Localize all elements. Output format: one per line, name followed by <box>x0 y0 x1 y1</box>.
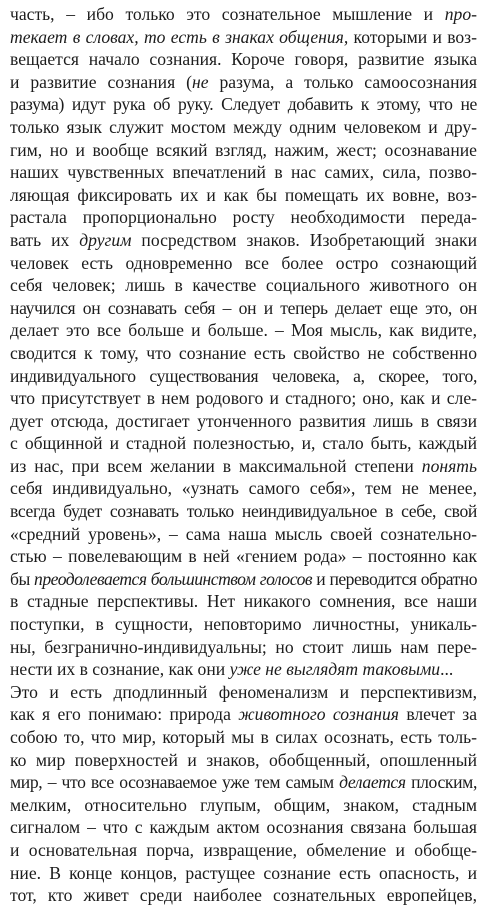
text-line <box>10 297 477 320</box>
text-run: ко мир поверхностей и знаков, обобщенный, опошленный <box>10 749 477 770</box>
italic-text: преодолевается большинством голосов <box>34 568 313 589</box>
text-run: поступки, в сущности, неповторимо личностны, уникаль- <box>10 614 477 635</box>
text-line <box>10 862 477 885</box>
text-run: гим, но и вообще всякий взгляд, нажим, жест; осознавание <box>10 139 477 160</box>
text-run: дует отсюда, достигает утонченного развития лишь в связи <box>10 410 477 431</box>
text-run: плоским, <box>405 772 478 793</box>
text-line <box>10 342 477 365</box>
text-run: разума) идут рука об руку. Следует добавить к этому, что не <box>10 94 477 115</box>
text-line <box>10 3 477 26</box>
text-run: ляющая фиксировать их и как бы помещать их вовне, воз- <box>10 184 477 205</box>
text-line <box>10 613 477 636</box>
text-run: бы <box>10 568 35 589</box>
text-line <box>10 726 477 749</box>
text-run: всегда будет сознавать только неиндивидуальное в себе, свой <box>10 501 477 522</box>
text-run: как я его понимаю: природа <box>10 704 239 725</box>
text-line <box>10 839 477 862</box>
text-line <box>10 500 477 523</box>
text-run: вещается начало сознания. Короче говоря, развитие языка <box>10 49 477 70</box>
text-line <box>10 206 477 229</box>
text-line <box>10 545 477 568</box>
italic-text: не <box>191 71 209 92</box>
text-line <box>10 116 477 139</box>
text-run: ние. В конце концов, растущее сознание есть опасность, и <box>10 862 477 883</box>
text-line <box>10 703 477 726</box>
text-run: научился он сознавать себя – он и теперь делает еще это, он <box>10 297 477 318</box>
text-line <box>10 681 477 704</box>
italic-text: текает в словах, то есть в знаках общения, <box>10 26 349 47</box>
italic-text: другим <box>79 229 132 250</box>
italic-text: про- <box>444 4 477 24</box>
text-run: себя индивидуально, «узнать самого себя», тем не менее, <box>10 478 477 499</box>
text-line <box>10 252 477 275</box>
text-run: стью – повелевающим в ней «гением рода» – постоянно как <box>10 546 477 567</box>
text-run: мир, – что все осознаваемое уже тем самым <box>10 772 340 793</box>
text-line <box>10 455 477 478</box>
text-run: что присутствует в нем родового и стадного; оно, как и сле- <box>10 388 477 409</box>
text-line <box>10 387 477 410</box>
text-line <box>10 477 477 500</box>
text-line <box>10 590 477 613</box>
text-run: и развитие сознания ( <box>10 71 192 92</box>
text-line <box>10 636 477 659</box>
text-line <box>10 816 477 839</box>
text-run: сводится к тому, что сознание есть свойство не собственно <box>10 342 477 363</box>
text-run: сигналом – что с каждым актом осознания связана большая <box>10 817 477 838</box>
text-run: наших чувственных впечатлений в нас самих, сила, позво- <box>10 162 477 183</box>
text-run: в стадные перспективы. Нет никакого сомнения, все наши <box>10 591 477 612</box>
text-run: индивидуального существования человека, а, скорее, того, <box>10 365 477 386</box>
text-run: из нас, при всем желании в максимальной степени <box>10 455 422 476</box>
text-run: и переводится обратно <box>312 568 477 589</box>
text-run: которыми и воз- <box>348 26 477 47</box>
text-run: тот, кто живет среди наиболее сознательных европейцев, <box>10 885 477 906</box>
text-run: ... <box>440 659 454 680</box>
text-run: нести их в сознание, как они <box>10 659 230 680</box>
text-run: вать их <box>10 229 80 250</box>
text-run: делает это все больше и больше. – Моя мысль, как видите, <box>10 320 477 341</box>
text-run: только язык служит мостом между одним человеком и дру- <box>10 116 477 137</box>
text-run: с общинной и стадной полезностью, и, стало быть, каждый <box>10 433 477 454</box>
text-run: ны, безгранично-индивидуальны; но стоит лишь нам пере- <box>10 636 477 657</box>
text-run: себя человек; лишь в качестве социального животного он <box>10 275 477 296</box>
text-line <box>10 161 477 184</box>
text-line <box>10 884 477 907</box>
text-line <box>10 568 477 591</box>
text-run: влечет за <box>398 704 478 725</box>
text-line <box>10 93 477 116</box>
text-line <box>10 749 477 772</box>
italic-text: уже не выглядят таковыми <box>229 659 441 680</box>
text-line <box>10 274 477 297</box>
text-run: мелким, относительно глупым, общим, знаком, стадным <box>10 794 477 815</box>
text-run: собою то, что мир, который мы в силах осознать, есть толь- <box>10 727 477 747</box>
text-run: «средний уровень», – сама наша мысль своей сознательно- <box>10 523 477 544</box>
text-run: разума, а только самоосознания <box>208 71 477 92</box>
text-line <box>10 794 477 817</box>
text-line <box>10 410 477 433</box>
text-run: и основательная порча, извращение, обмеление и обобще- <box>10 839 477 860</box>
text-run: часть, – ибо только это сознательное мышление и <box>10 4 445 24</box>
text-run: растала пропорционально росту необходимости переда- <box>10 207 477 228</box>
text-line <box>10 71 477 94</box>
text-line <box>10 48 477 71</box>
text-line <box>10 184 477 207</box>
text-run: Это и есть дподлинный феноменализм и перспективизм, <box>10 681 477 702</box>
text-body <box>10 3 477 907</box>
text-line <box>10 139 477 162</box>
text-line <box>10 319 477 342</box>
text-line <box>10 658 477 681</box>
italic-text: понять <box>421 455 477 476</box>
text-line <box>10 523 477 546</box>
text-line <box>10 432 477 455</box>
text-run: посредством знаков. Изобретающий знаки <box>131 229 477 250</box>
text-line <box>10 365 477 388</box>
text-line <box>10 26 477 49</box>
italic-text: животного сознания <box>238 704 399 725</box>
text-line <box>10 771 477 794</box>
text-line <box>10 229 477 252</box>
text-run: человек есть одновременно все более остро сознающий <box>10 252 477 273</box>
italic-text: делается <box>339 772 406 793</box>
